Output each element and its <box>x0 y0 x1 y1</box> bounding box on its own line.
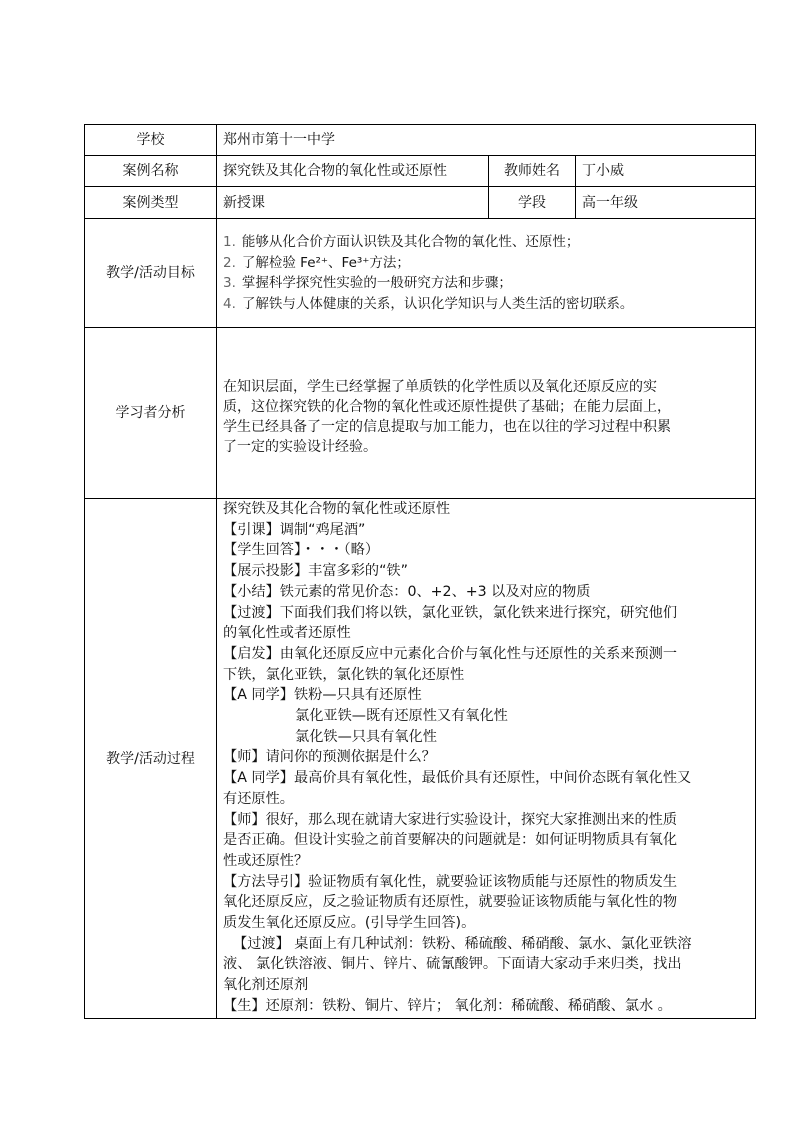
stage-value: 高一年级 <box>576 187 756 219</box>
case-type-label: 案例类型 <box>85 187 217 219</box>
analysis-text <box>217 328 756 499</box>
teacher-label: 教师姓名 <box>489 156 576 187</box>
process-line: 质发生氧化还原反应。(引导学生回答)。 <box>223 915 476 932</box>
process-label: 教学/活动过程 <box>85 499 217 1019</box>
row-goals <box>85 219 756 328</box>
goal-text: 了解铁与人体健康的关系，认识化学知识与人类生活的密切联系。 <box>241 295 634 312</box>
process-line: 【生】还原剂：铁粉、铜片、锌片； 氧化剂：稀硫酸、稀硝酸、氯水 。 <box>223 997 672 1014</box>
process-line: 【A 同学】最高价具有氧化性，最低价具有还原性，中间价态既有氧化性又 <box>223 770 692 787</box>
goal-number: 4. <box>223 295 236 312</box>
row-school <box>85 125 756 156</box>
case-name-value: 探究铁及其化合物的氧化性或还原性 <box>217 156 489 187</box>
process-line: 探究铁及其化合物的氧化性或还原性 <box>223 501 451 517</box>
analysis-label: 学习者分析 <box>85 328 217 499</box>
goal-number: 1. <box>223 234 236 250</box>
process-line: 【引课】调制“鸡尾酒” <box>223 521 366 538</box>
process-line: 【过渡】下面我们我们将以铁，氯化亚铁，氯化铁来进行探究，研究他们 <box>223 604 678 621</box>
goal-number: 3. <box>223 275 236 291</box>
process-line: 【过渡】 桌面上有几种试剂：铁粉、稀硫酸、稀硝酸、氯水、氯化亚铁溶 <box>233 935 692 952</box>
process-line: 性或还原性？ <box>223 852 309 869</box>
goal-text: 掌握科学探究性实验的一般研究方法和步骤； <box>241 275 512 291</box>
goals-list <box>217 219 756 328</box>
process-line: 的氧化性或者还原性 <box>223 625 351 642</box>
goal-text: 了解检验 Fe²⁺、Fe³⁺方法； <box>241 254 410 271</box>
school-label: 学校 <box>85 125 217 156</box>
process-line: 氯化亚铁—既有还原性又有氧化性 <box>295 708 508 725</box>
analysis-line: 了一定的实验设计经验。 <box>223 439 377 455</box>
case-name-label: 案例名称 <box>85 156 217 187</box>
stage-label: 学段 <box>489 187 576 219</box>
row-analysis <box>85 328 756 499</box>
process-line: 【师】很好，那么现在就请大家进行实验设计，探究大家推测出来的性质 <box>223 811 678 828</box>
process-line: 【A 同学】铁粉—只具有还原性 <box>223 687 422 704</box>
analysis-line: 学生已经具备了一定的信息提取与加工能力，也在以往的学习过程中积累 <box>223 419 671 435</box>
goal-item <box>223 253 749 274</box>
process-line: 氯化铁—只具有氧化性 <box>295 728 437 745</box>
school-value: 郑州市第十一中学 <box>217 125 756 156</box>
process-line: 【方法导引】验证物质有氧化性，就要验证该物质能与还原性的物质发生 <box>223 873 678 890</box>
process-line: 氧化剂还原剂 <box>223 977 309 994</box>
process-line: 是否正确。但设计实验之前首要解决的问题就是：如何证明物质具有氧化 <box>223 832 678 849</box>
process-text <box>217 499 756 1019</box>
process-line: 【启发】由氧化还原反应中元素化合价与氧化性与还原性的关系来预测一 <box>223 645 678 662</box>
goals-label: 教学/活动目标 <box>85 219 217 328</box>
process-line: 【师】请问你的预测依据是什么？ <box>223 749 436 766</box>
goal-text: 能够从化合价方面认识铁及其化合物的氧化性、还原性； <box>241 234 580 250</box>
analysis-line: 质，这位探究铁的化合物的氧化性或还原性提供了基础；在能力层面上， <box>223 399 671 415</box>
row-process <box>85 499 756 1019</box>
process-line: 【展示投影】丰富多彩的“铁” <box>223 563 408 580</box>
row-case-name <box>85 156 756 187</box>
process-line: 下铁，氯化亚铁，氯化铁的氧化还原性 <box>223 666 465 683</box>
row-case-type <box>85 187 756 219</box>
process-line: 氧化还原反应，反之验证物质有还原性，就要验证该物质能与氧化性的物 <box>223 894 678 911</box>
process-line: 有还原性。 <box>223 790 294 807</box>
goal-item <box>223 294 749 315</box>
process-line: 【学生回答】・・・（略） <box>223 542 380 559</box>
teacher-value: 丁小威 <box>576 156 756 187</box>
case-type-value: 新授课 <box>217 187 489 219</box>
goal-item <box>223 232 749 253</box>
process-line: 【小结】铁元素的常见价态：0、+2、+3 以及对应的物质 <box>223 583 591 600</box>
goal-number: 2. <box>223 254 236 271</box>
process-line: 液、 氯化铁溶液、铜片、锌片、硫氰酸钾。下面请大家动手来归类，找出 <box>223 956 682 973</box>
goal-item <box>223 273 749 294</box>
lesson-plan-table <box>84 124 756 1019</box>
analysis-line: 在知识层面，学生已经掌握了单质铁的化学性质以及氧化还原反应的实 <box>223 379 657 395</box>
